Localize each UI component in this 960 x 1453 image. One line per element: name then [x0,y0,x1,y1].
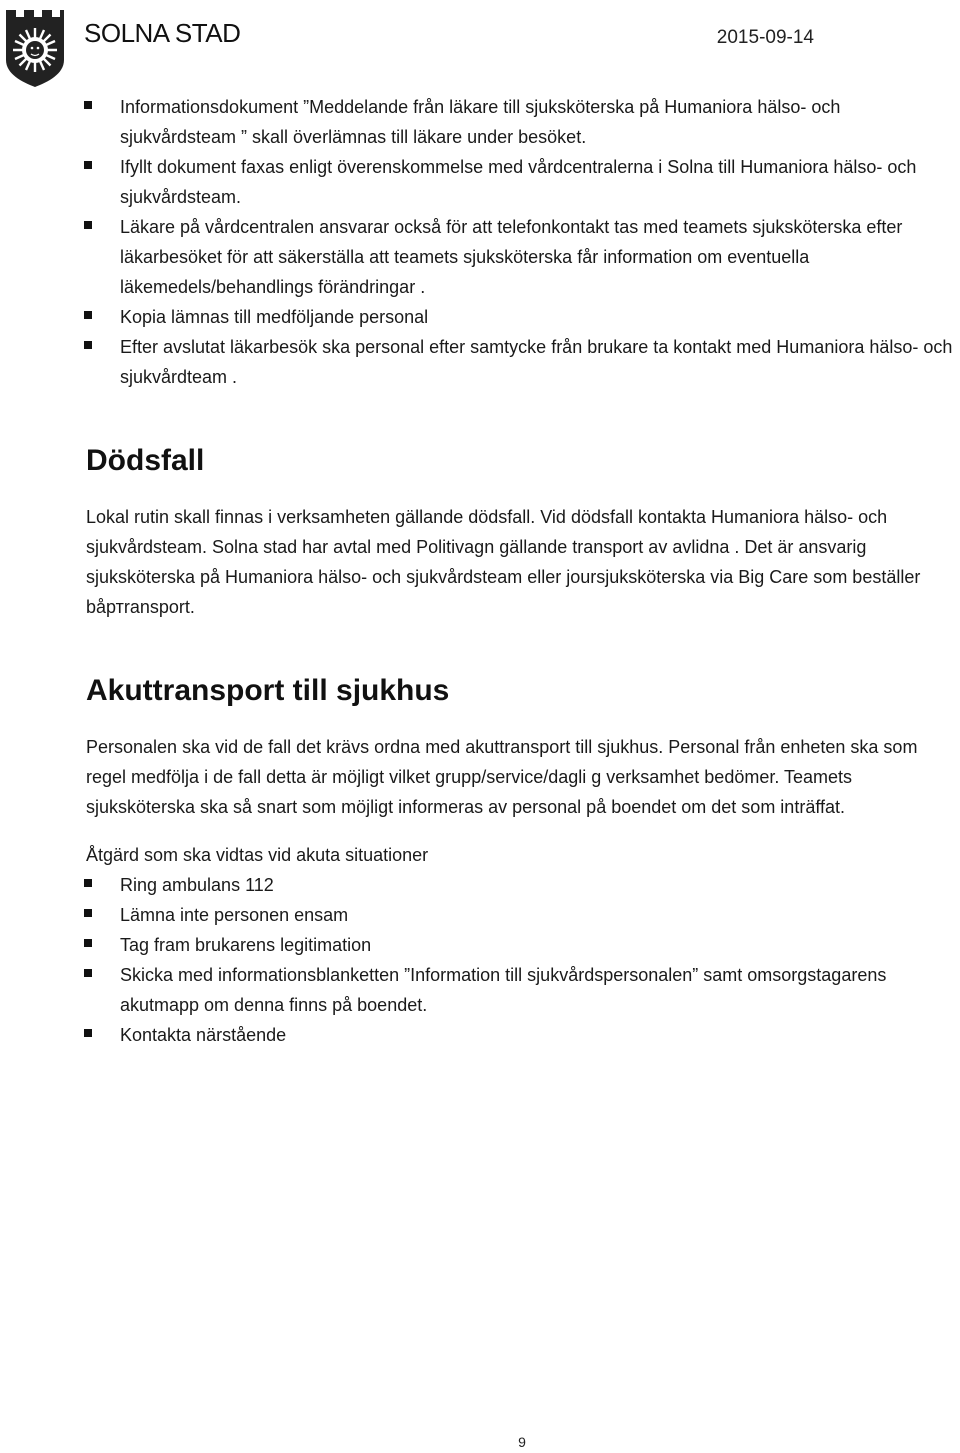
list-item: Tag fram brukarens legitimation [0,930,960,960]
bullet-square-icon [84,161,92,169]
actions-subheading: Åtgärd som ska vidtas vid akuta situationer [86,845,429,865]
intro-bullet-list [0,92,960,392]
document-date: 2015-09-14 [716,27,814,48]
bullet-square-icon [84,969,92,977]
org-name: SOLNA STAD [84,18,241,48]
page-header [0,0,960,90]
list-item: Kontakta närstående [0,1020,960,1050]
dodsfall-paragraph: Lokal rutin skall finnas i verksamheten gällande dödsfall. Vid dödsfall kontakta Humaniora hälso- och sjukvårdsteam. Solna stad har avtal med Politivagn gällande transport av avlidna . Det är ansvarig sjuksköterska på Humaniora hälso- och sjukvårdsteam eller joursjuksköterska via Big Care som beställer båртransport. [86,507,921,617]
list-item: Efter avslutat läkarbesök ska personal efter samtycke från brukare ta kontakt med Humaniora hälso- och sjukvårdteam . [0,332,960,392]
document-body [0,90,960,1050]
bullet-square-icon [84,221,92,229]
list-item: Informationsdokument ”Meddelande från läkare till sjuksköterska på Humaniora hälso- och sjukvårdsteam ” skall överlämnas till läkare under besöket. [0,92,960,152]
list-item: Kopia lämnas till medföljande personal [0,302,960,332]
bullet-square-icon [84,101,92,109]
bullet-square-icon [84,341,92,349]
dodsfall-heading: Dödsfall [86,444,205,477]
actions-bullet-list [0,870,960,1050]
bullet-square-icon [84,311,92,319]
bullet-square-icon [84,909,92,917]
bullet-square-icon [84,879,92,887]
solna-coat-of-arms-icon [4,8,66,88]
akuttransport-heading: Akuttransport till sjukhus [86,674,450,707]
bullet-square-icon [84,1029,92,1037]
list-item: Ifyllt dokument faxas enligt överenskommelse med vårdcentralerna i Solna till Humaniora hälso- och sjukvårdsteam. [0,152,960,212]
list-item: Skicka med informationsblanketten ”Information till sjukvårdspersonalen” samt omsorgstagarens akutmapp om denna finns på boendet. [0,960,960,1020]
page-number: 9 [518,1434,526,1450]
list-item: Läkare på vårdcentralen ansvarar också för att telefonkontakt tas med teamets sjuksköterska efter läkarbesöket för att säkerställa att teamets sjuksköterska får information om eventuella läkemedels/behandlings förändringar . [0,212,960,302]
list-item: Ring ambulans 112 [0,870,960,900]
list-item: Lämna inte personen ensam [0,900,960,930]
bullet-square-icon [84,939,92,947]
akuttransport-paragraph: Personalen ska vid de fall det krävs ordna med akuttransport till sjukhus. Personal från enheten ska som regel medfölja i de fall detta är möjligt vilket grupp/service/dagli g verksamhet bedömer. Teamets sjuksköterska ska så snart som möjligt informeras av personal på boendet om det som inträffat. [86,737,918,817]
